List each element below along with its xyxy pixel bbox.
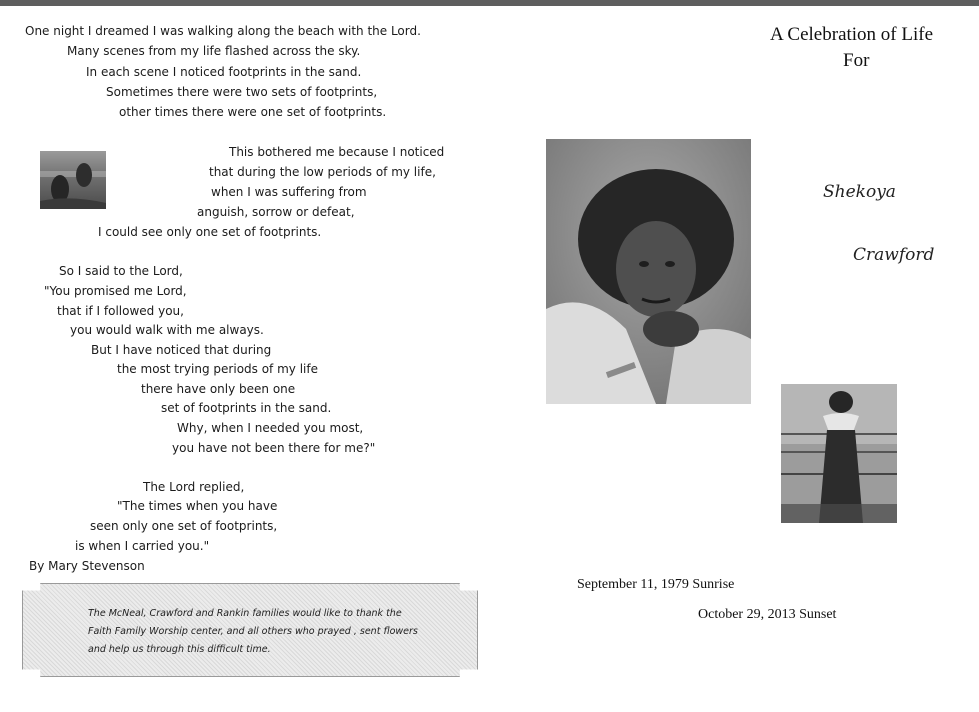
last-name: Crawford	[853, 245, 935, 265]
full-length-photo	[781, 384, 897, 523]
poem-line: that if I followed you,	[57, 304, 184, 318]
poem-line: Sometimes there were two sets of footprints,	[106, 85, 378, 99]
poem-line: there have only been one	[141, 382, 296, 396]
poem-line: I could see only one set of footprints.	[98, 225, 322, 239]
poem-line: you have not been there for me?"	[172, 441, 376, 455]
portrait-photo	[546, 139, 751, 404]
poem-line: This bothered me because I noticed	[229, 145, 445, 159]
poem-line: set of footprints in the sand.	[161, 401, 332, 415]
poem-line: In each scene I noticed footprints in the sand.	[86, 65, 362, 79]
poem-line: Many scenes from my life flashed across the sky.	[67, 44, 361, 58]
poem-line: anguish, sorrow or defeat,	[197, 205, 355, 219]
cover-title-for: For	[843, 50, 870, 71]
cover-title: A Celebration of Life	[770, 24, 934, 45]
acknowledgement-text: The McNeal, Crawford and Rankin families would like to thank the Faith Family Worship center, and all others who prayed , sent flowers and help us through this difficult time.	[88, 608, 418, 655]
first-name: Shekoya	[823, 182, 896, 202]
poem-line: when I was suffering from	[211, 185, 367, 199]
poem-line: seen only one set of footprints,	[90, 519, 278, 533]
poem-line: other times there were one set of footprints.	[119, 105, 387, 119]
poem-line: So I said to the Lord,	[59, 264, 183, 278]
poem-line: that during the low periods of my life,	[209, 165, 436, 179]
poem-line: "You promised me Lord,	[44, 284, 187, 298]
top-border	[0, 0, 979, 6]
footprints-photo	[40, 151, 106, 209]
sunrise-date: September 11, 1979 Sunrise	[577, 577, 735, 592]
poem-line: Why, when I needed you most,	[177, 421, 364, 435]
poem-line: The Lord replied,	[143, 480, 245, 494]
poem-line: you would walk with me always.	[70, 323, 264, 337]
poem-line: But I have noticed that during	[91, 343, 272, 357]
poem-line: the most trying periods of my life	[117, 362, 318, 376]
poem-line: is when I carried you."	[75, 539, 210, 553]
poem-author: By Mary Stevenson	[29, 559, 145, 573]
sunset-date: October 29, 2013 Sunset	[698, 607, 837, 622]
poem-line: "The times when you have	[117, 499, 278, 513]
poem-line: One night I dreamed I was walking along the beach with the Lord.	[25, 24, 421, 38]
